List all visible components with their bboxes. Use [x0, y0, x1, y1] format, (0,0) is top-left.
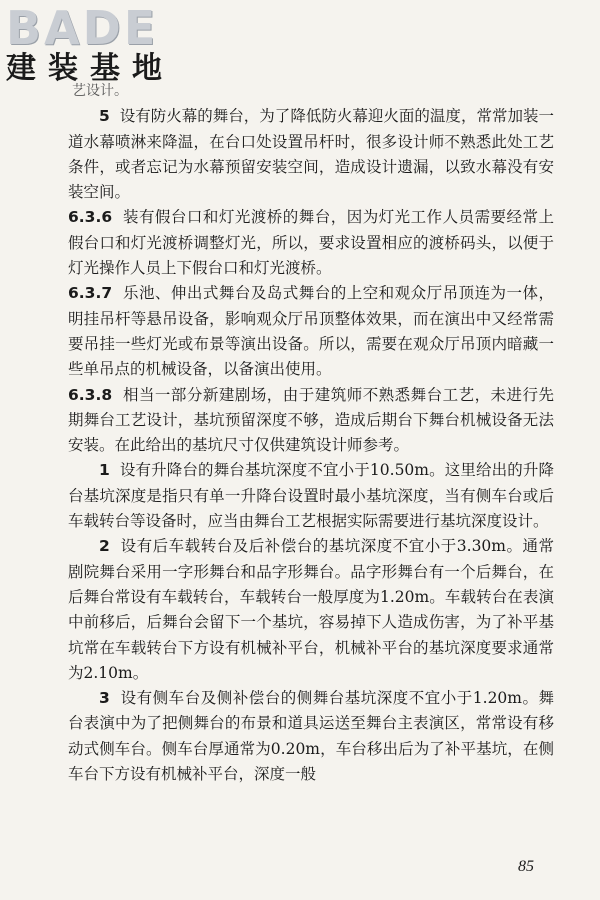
- logo-latin: [6, 1, 176, 55]
- section-6-3-7: [68, 281, 554, 382]
- item-1: [68, 458, 554, 534]
- item-2: [68, 534, 554, 686]
- item-number: 3: [99, 689, 110, 708]
- item-number: 2: [99, 537, 110, 556]
- section-6-3-6: [68, 205, 554, 281]
- document-page: [68, 78, 554, 787]
- section-text: 乐池、伸出式舞台及岛式舞台的上空和观众厅吊顶连为一体，明挂吊杆等悬吊设备，影响观众厅吊顶整体效果，而在演出中又经常需要吊挂一些灯光或布景等演出设备。所以，需要在观众厅吊顶内暗藏一些单吊点的机械设备，以备演出使用。: [68, 284, 554, 379]
- section-6-3-8: [68, 383, 554, 459]
- item-number: 1: [99, 461, 110, 480]
- clause-5: [68, 104, 554, 205]
- section-number: 6.3.7: [68, 284, 113, 303]
- fragment-line: [68, 78, 554, 104]
- clause-text: 设有防火幕的舞台，为了降低防火幕迎火面的温度，常常加装一道水幕喷淋来降温，在台口处设置吊杆时，很多设计师不熟悉此处工艺条件，或者忘记为水幕预留安装空间，造成设计遗漏，以致水幕没有安装空间。: [68, 107, 554, 202]
- section-number: 6.3.8: [68, 385, 113, 404]
- page-number: 85: [518, 858, 534, 875]
- section-text: 装有假台口和灯光渡桥的舞台，因为灯光工作人员需要经常上假台口和灯光渡桥调整灯光，所以，要求设置相应的渡桥码头，以便于灯光操作人员上下假台口和灯光渡桥。: [68, 208, 554, 278]
- item-text: 设有后车载转台及后补偿台的基坑深度不宜小于3.30m。通常剧院舞台采用一字形舞台和品字形舞台。品字形舞台有一个后舞台，在后舞台常设有车载转台，车载转台一般厚度为1.20m。车载转台在表演中前移后，后舞台会留下一个基坑，容易掉下人造成伤害，为了补平基坑常在车载转台下方设有机械补平台，机械补平台的基坑深度要求通常为2.10m。: [68, 537, 554, 682]
- section-number: 6.3.6: [68, 208, 113, 227]
- logo-latin-text: BADE: [6, 1, 159, 55]
- clause-number: 5: [99, 107, 110, 126]
- item-text: 设有侧车台及侧补偿台的侧舞台基坑深度不宜小于1.20m。舞台表演中为了把侧舞台的布景和道具运送至舞台主表演区，常常设有移动式侧车台。侧车台厚通常为0.20m，车台移出后为了补平基坑，在侧车台下方设有机械补平台，深度一般: [68, 689, 554, 784]
- section-text: 相当一部分新建剧场，由于建筑师不熟悉舞台工艺，未进行先期舞台工艺设计，基坑预留深度不够，造成后期台下舞台机械设备无法安装。在此给出的基坑尺寸仅供建筑设计师参考。: [68, 385, 554, 455]
- item-text: 设有升降台的舞台基坑深度不宜小于10.50m。这里给出的升降台基坑深度是指只有单一升降台设置时最小基坑深度，当有侧车台或后车载转台等设备时，应当由舞台工艺根据实际需要进行基坑深度设计。: [68, 461, 554, 531]
- item-3: [68, 686, 554, 787]
- logo-chinese: 建装基地: [6, 51, 174, 86]
- fragment-text: 艺设计。: [72, 83, 128, 99]
